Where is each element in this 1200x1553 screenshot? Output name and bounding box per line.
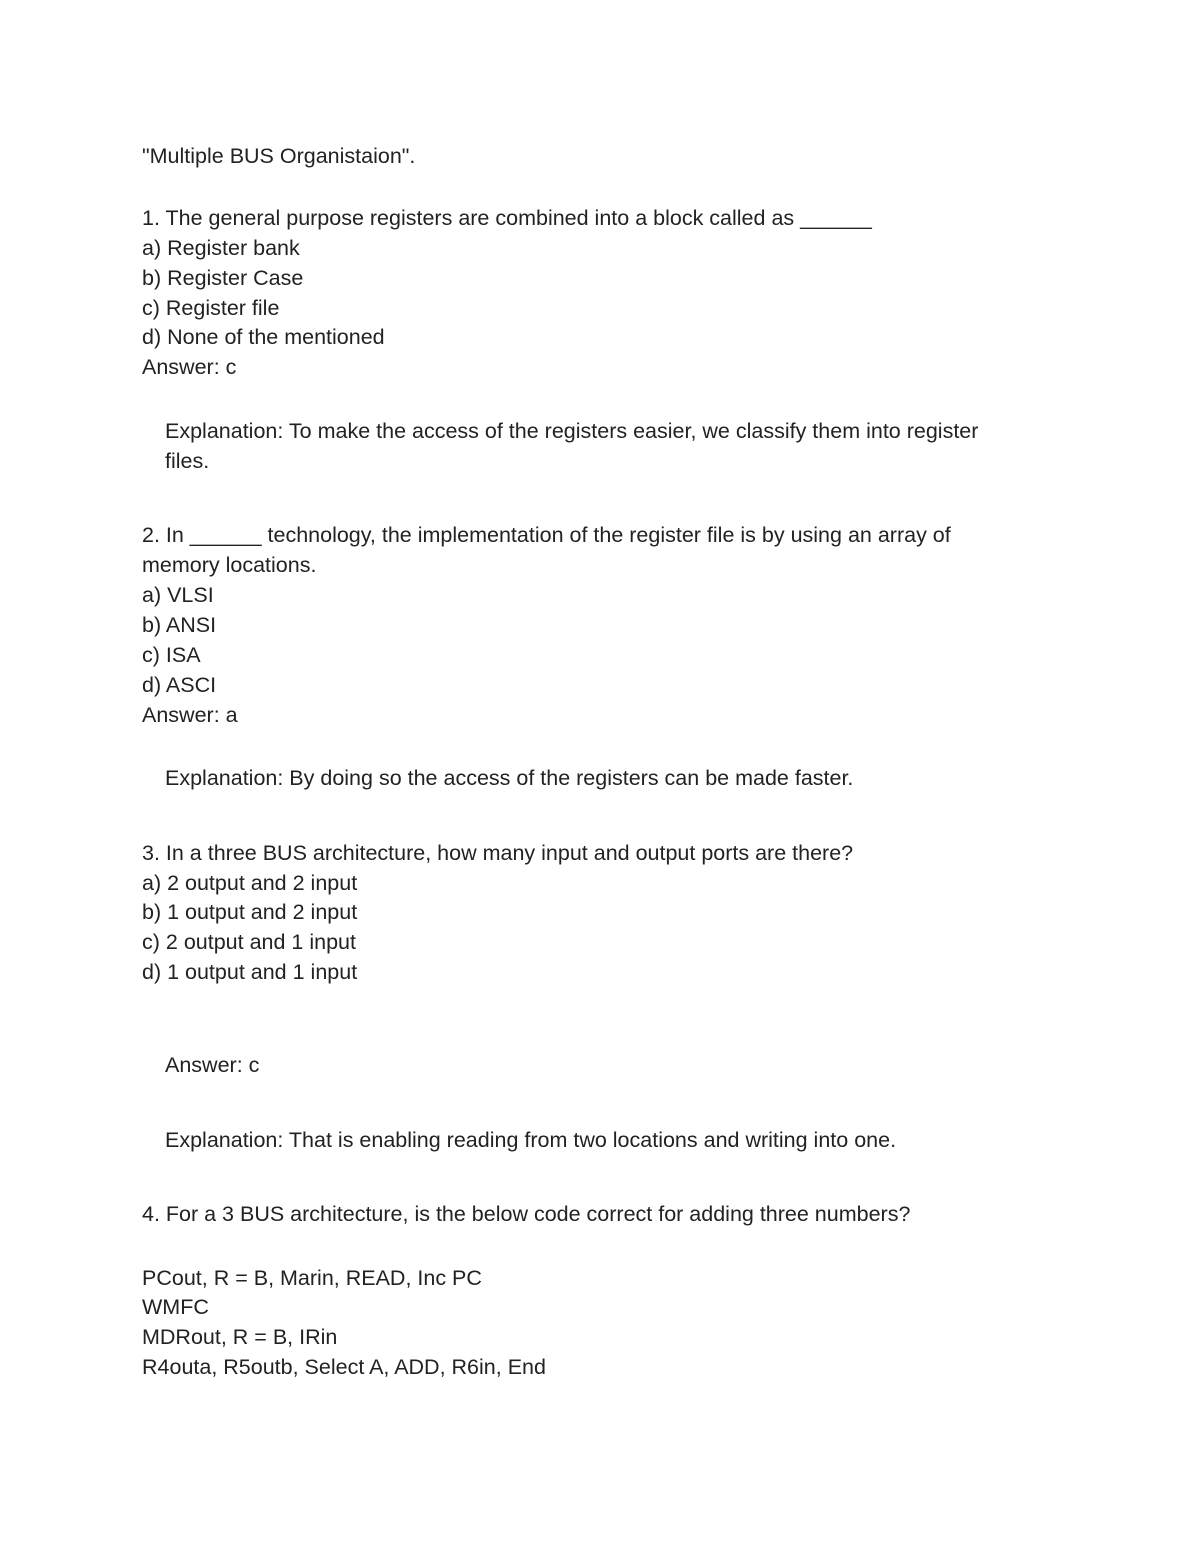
question-1-explanation-line-1: Explanation: To make the access of the registers easier, we classify them into register [165,419,979,443]
question-2-option-b: b) ANSI [142,613,217,637]
question-2-explanation: Explanation: By doing so the access of the registers can be made faster. [165,766,854,790]
question-3-text: 3. In a three BUS architecture, how many input and output ports are there? [142,841,854,865]
question-4-code-line-4: R4outa, R5outb, Select A, ADD, R6in, End [142,1355,546,1379]
document-title: "Multiple BUS Organistaion". [142,144,416,168]
question-1-explanation-line-2: files. [165,449,210,473]
question-4-text: 4. For a 3 BUS architecture, is the below code correct for adding three numbers? [142,1202,911,1226]
question-2-text-line-2: memory locations. [142,553,317,577]
question-4-code-line-1: PCout, R = B, Marin, READ, Inc PC [142,1266,482,1290]
question-3-option-b: b) 1 output and 2 input [142,900,358,924]
question-4-code-line-3: MDRout, R = B, IRin [142,1325,338,1349]
question-3-option-d: d) 1 output and 1 input [142,960,358,984]
question-2-option-a: a) VLSI [142,583,214,607]
question-1-option-b: b) Register Case [142,266,304,290]
question-3-answer: Answer: c [165,1053,260,1077]
question-1-option-c: c) Register file [142,296,280,320]
question-3-option-a: a) 2 output and 2 input [142,871,358,895]
question-1-option-d: d) None of the mentioned [142,325,385,349]
question-2-text-line-1: 2. In ______ technology, the implementation of the register file is by using an array of [142,523,951,547]
question-1-option-a: a) Register bank [142,236,300,260]
question-1-answer: Answer: c [142,355,237,379]
question-4-code-line-2: WMFC [142,1295,209,1319]
question-2-option-d: d) ASCI [142,673,217,697]
question-3-option-c: c) 2 output and 1 input [142,930,356,954]
question-2-answer: Answer: a [142,703,238,727]
question-1-text: 1. The general purpose registers are combined into a block called as ______ [142,206,872,230]
question-2-option-c: c) ISA [142,643,201,667]
question-3-explanation: Explanation: That is enabling reading from two locations and writing into one. [165,1128,897,1152]
